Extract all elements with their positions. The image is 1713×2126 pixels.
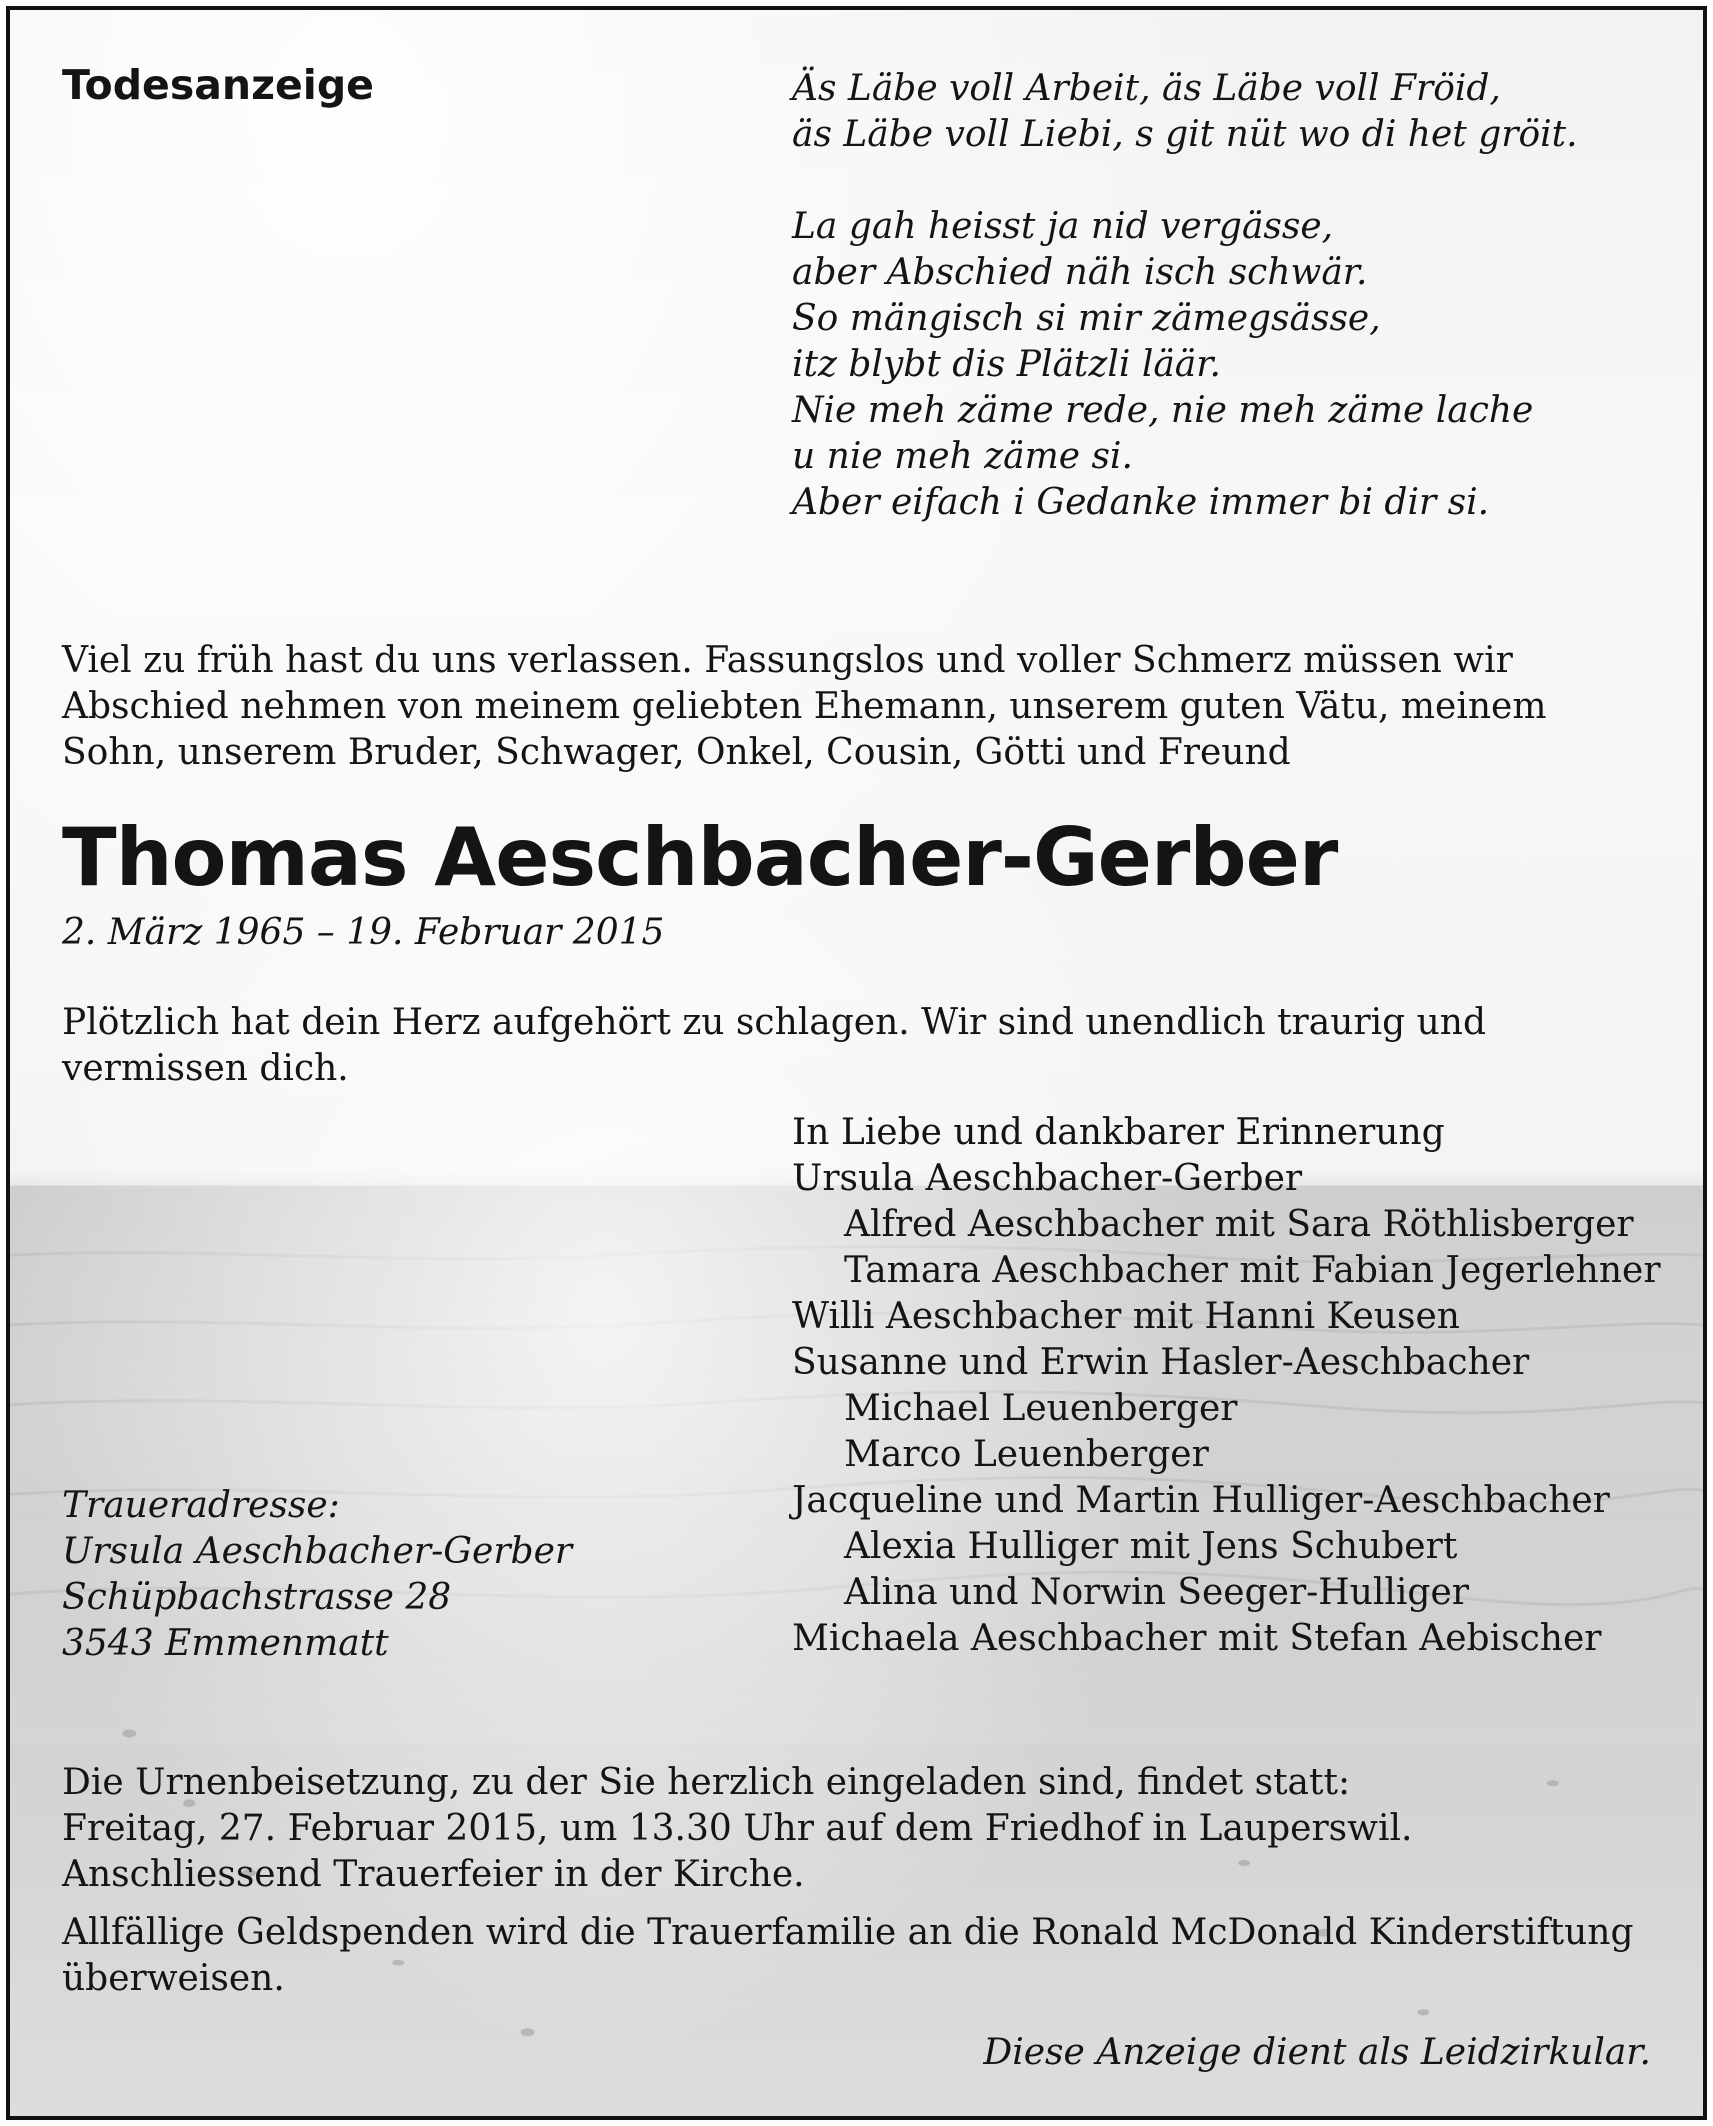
- service-line: Die Urnenbeisetzung, zu der Sie herzlich eingeladen sind, findet statt:: [62, 1762, 1351, 1803]
- poem-line: äs Läbe voll Liebi, s git nüt wo di het gröit.: [792, 114, 1578, 155]
- service-line: Freitag, 27. Februar 2015, um 13.30 Uhr auf dem Friedhof in Lauperswil.: [62, 1808, 1413, 1849]
- poem-line: itz blybt dis Plätzli läär.: [792, 344, 1221, 385]
- mourner: Willi Aeschbacher mit Hanni Keusen: [792, 1296, 1460, 1337]
- mourner: Tamara Aeschbacher mit Fabian Jegerlehner: [844, 1250, 1661, 1291]
- mourner: Susanne und Erwin Hasler-Aeschbacher: [792, 1342, 1530, 1383]
- mourner: Michaela Aeschbacher mit Stefan Aebischer: [792, 1618, 1602, 1659]
- service-line: Anschliessend Trauerfeier in der Kirche.: [62, 1854, 805, 1895]
- obituary-notice: [6, 6, 1707, 2120]
- poem-line: Nie meh zäme rede, nie meh zäme lache: [792, 390, 1534, 431]
- circular-note: Diese Anzeige dient als Leidzirkular.: [983, 2032, 1651, 2073]
- sad-paragraph: [62, 1000, 1486, 1092]
- donation-info: [62, 1910, 1634, 2002]
- poem-line: aber Abschied näh isch schwär.: [792, 252, 1368, 293]
- mourning-address: [62, 1483, 572, 1667]
- mourner: Alexia Hulliger mit Jens Schubert: [844, 1526, 1458, 1567]
- mourner: Ursula Aeschbacher-Gerber: [792, 1158, 1303, 1199]
- mourner: Michael Leuenberger: [844, 1388, 1238, 1429]
- intro-line: Abschied nehmen von meinem geliebten Ehemann, unserem guten Vätu, meinem: [62, 686, 1547, 727]
- sad-line: Plötzlich hat dein Herz aufgehört zu schlagen. Wir sind unendlich traurig und: [62, 1002, 1487, 1043]
- address-city: 3543 Emmenmatt: [62, 1623, 389, 1664]
- life-dates: 2. März 1965 – 19. Februar 2015: [62, 912, 665, 953]
- mourner: Alfred Aeschbacher mit Sara Röthlisberger: [844, 1204, 1634, 1245]
- poem: [792, 66, 1578, 526]
- notice-heading: Todesanzeige: [62, 61, 374, 109]
- mourner: Marco Leuenberger: [844, 1434, 1209, 1475]
- intro-paragraph: [62, 638, 1547, 776]
- address-label: Traueradresse:: [62, 1485, 340, 1526]
- poem-line: So mängisch si mir zämegsässe,: [792, 298, 1381, 339]
- poem-line: u nie meh zäme si.: [792, 436, 1133, 477]
- donation-line: überweisen.: [62, 1958, 285, 1999]
- sad-line: vermissen dich.: [62, 1048, 349, 1089]
- donation-line: Allfällige Geldspenden wird die Trauerfamilie an die Ronald McDonald Kinderstiftung: [62, 1912, 1634, 1953]
- poem-line: Aber eifach i Gedanke immer bi dir si.: [792, 482, 1490, 523]
- mourner: Jacqueline und Martin Hulliger-Aeschbacher: [792, 1480, 1610, 1521]
- address-name: Ursula Aeschbacher-Gerber: [62, 1531, 573, 1572]
- address-street: Schüpbachstrasse 28: [62, 1577, 452, 1618]
- mourner: Alina und Norwin Seeger-Hulliger: [844, 1572, 1469, 1613]
- mourners-intro: In Liebe und dankbarer Erinnerung: [792, 1112, 1445, 1153]
- mourners-list: [792, 1110, 1661, 1662]
- intro-line: Sohn, unserem Bruder, Schwager, Onkel, Cousin, Götti und Freund: [62, 732, 1291, 773]
- service-info: [62, 1760, 1412, 1898]
- poem-line: Äs Läbe voll Arbeit, äs Läbe voll Fröid,: [792, 68, 1501, 109]
- poem-stanza-gap: [792, 158, 1578, 204]
- deceased-name: Thomas Aeschbacher-Gerber: [62, 811, 1338, 904]
- poem-line: La gah heisst ja nid vergässe,: [792, 206, 1334, 247]
- intro-line: Viel zu früh hast du uns verlassen. Fassungslos und voller Schmerz müssen wir: [62, 640, 1513, 681]
